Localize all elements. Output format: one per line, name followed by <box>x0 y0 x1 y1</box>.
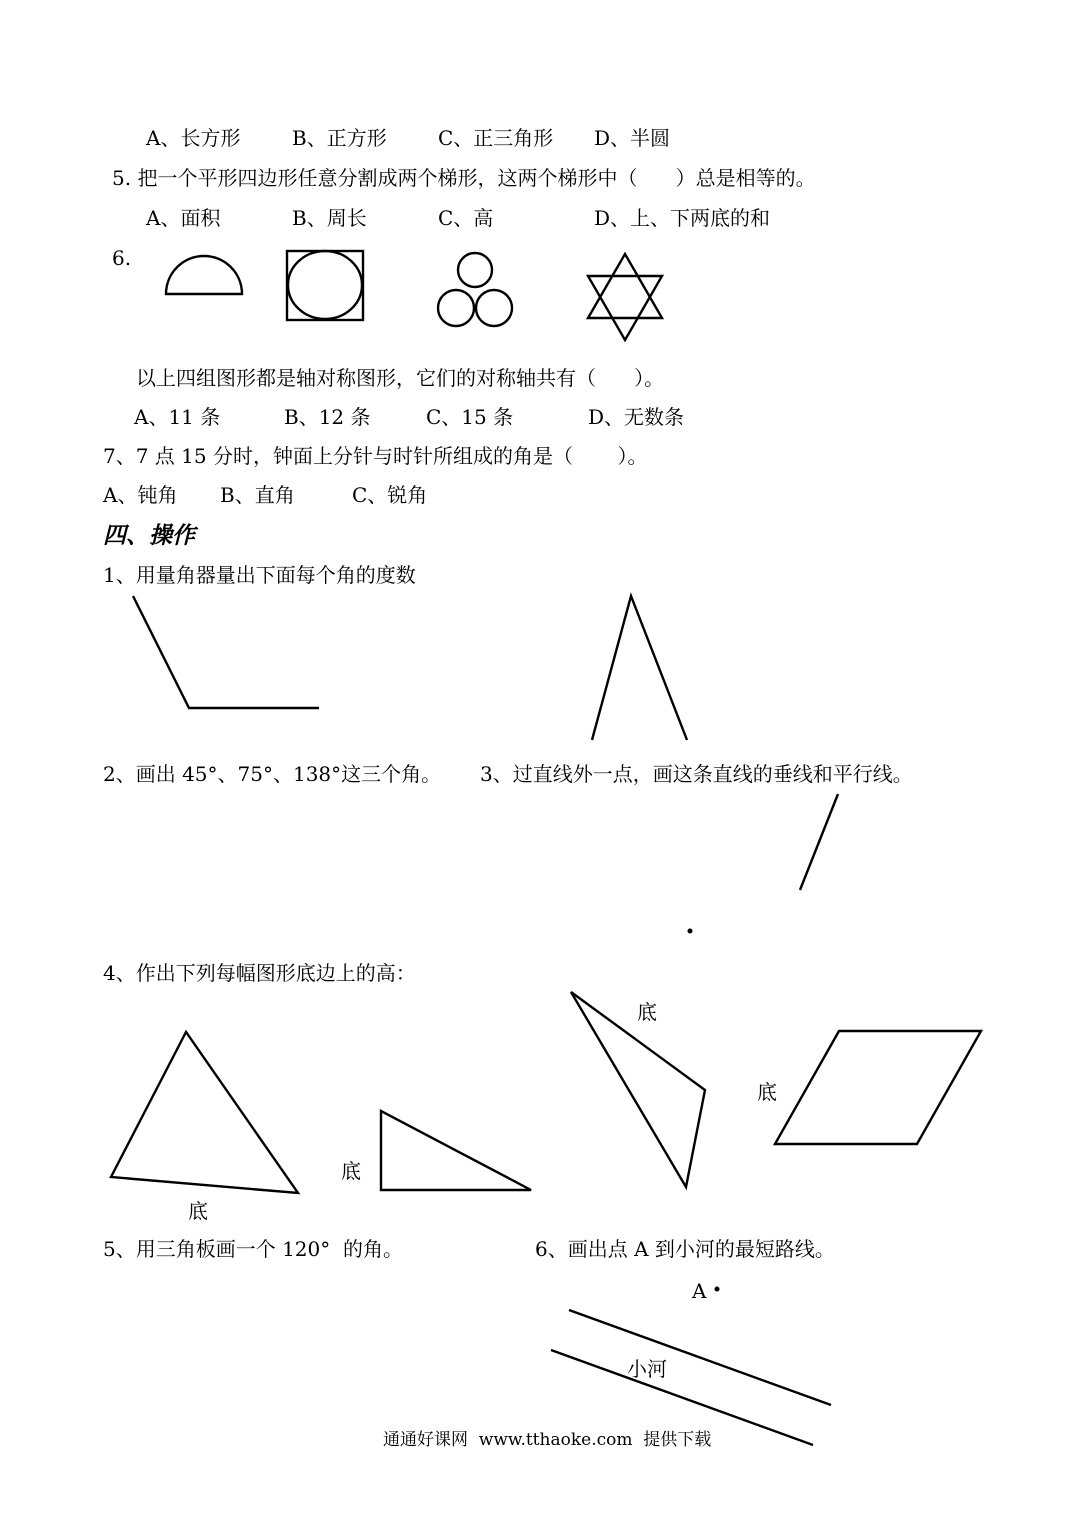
q4-option-b: B、正方形 <box>292 126 387 150</box>
q7-option-a: A、钝角 <box>103 483 178 507</box>
q7-option-b: B、直角 <box>220 483 295 507</box>
op-item-6: 6、画出点 A 到小河的最短路线。 <box>535 1237 835 1261</box>
angle-obtuse <box>133 596 319 708</box>
river-bank-lower <box>551 1350 813 1445</box>
parallelogram <box>775 1031 981 1144</box>
acute-triangle <box>111 1032 298 1193</box>
three-circles-shape <box>438 253 512 326</box>
q5-option-d: D、上、下两底的和 <box>594 206 771 230</box>
q7-question: 7、7 点 15 分时，钟面上分针与时针所组成的角是（ ）。 <box>103 444 648 468</box>
right-triangle <box>381 1111 531 1190</box>
given-line <box>800 794 838 890</box>
q6-option-c: C、15 条 <box>426 405 514 429</box>
q7-option-c: C、锐角 <box>352 483 428 507</box>
obtuse-triangle <box>571 992 705 1187</box>
q6-option-d: D、无数条 <box>588 405 685 429</box>
q5-option-c: C、高 <box>438 206 494 230</box>
semicircle-shape <box>166 256 242 294</box>
river-label: 小河 <box>627 1357 667 1381</box>
q4-option-d: D、半圆 <box>594 126 671 150</box>
q5-question: 5. 把一个平形四边形任意分割成两个梯形，这两个梯形中（ ）总是相等的。 <box>112 166 816 190</box>
q6-number: 6. <box>112 246 132 270</box>
point-a-label: A <box>692 1279 707 1303</box>
op-item-5: 5、用三角板画一个 120° 的角。 <box>103 1237 403 1261</box>
base-label-right-triangle: 底 <box>341 1159 361 1183</box>
op-item-2: 2、画出 45°、75°、138°这三个角。 <box>103 762 442 786</box>
op-item-1: 1、用量角器量出下面每个角的度数 <box>103 563 416 587</box>
op-item-3: 3、过直线外一点，画这条直线的垂线和平行线。 <box>480 762 913 786</box>
q6-question: 以上四组图形都是轴对称图形，它们的对称轴共有（ ）。 <box>136 366 665 390</box>
circle-in-square-shape <box>287 251 363 320</box>
base-label-acute-triangle: 底 <box>188 1199 208 1223</box>
base-label-parallelogram: 底 <box>757 1080 777 1104</box>
q4-option-a: A、长方形 <box>146 126 241 150</box>
river-bank-upper <box>569 1310 831 1405</box>
q6-option-b: B、12 条 <box>284 405 371 429</box>
q5-option-a: A、面积 <box>146 206 221 230</box>
q4-option-c: C、正三角形 <box>438 126 554 150</box>
hexagram-star-shape <box>588 254 662 340</box>
point-a <box>715 1287 719 1291</box>
q5-option-b: B、周长 <box>292 206 367 230</box>
angle-acute <box>592 596 687 740</box>
base-label-obtuse-triangle: 底 <box>637 1000 657 1024</box>
op-item-4: 4、作出下列每幅图形底边上的高： <box>103 961 416 985</box>
q6-option-a: A、11 条 <box>134 405 221 429</box>
given-point <box>688 929 692 933</box>
footer-credit: 通通好课网 www.tthaoke.com 提供下载 <box>383 1430 712 1450</box>
section-heading: 四、操作 <box>103 522 195 549</box>
